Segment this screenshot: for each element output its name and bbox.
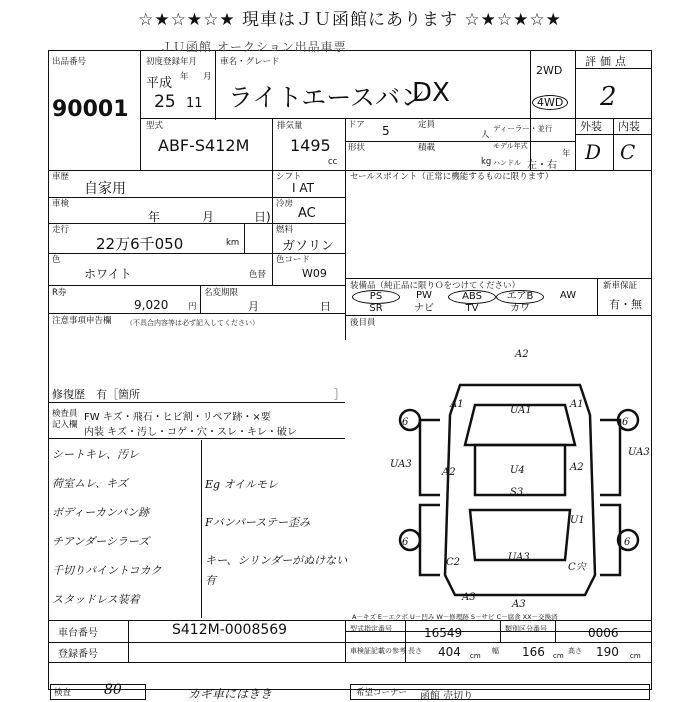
inspection-day-unit: 日) bbox=[254, 210, 271, 224]
fuel-value: ガソリン bbox=[282, 239, 335, 254]
fuel-label: 燃料 bbox=[276, 225, 294, 235]
remarks-note: （不具合内容等は必ず記入してください） bbox=[126, 319, 259, 327]
height-label: 高さ bbox=[568, 647, 582, 655]
height-unit: cm bbox=[630, 652, 641, 660]
vehicle-damage-diagram bbox=[380, 345, 650, 610]
first-reg-era: 平成 bbox=[146, 76, 173, 91]
width-unit: cm bbox=[553, 652, 564, 660]
damage-note-right: キー、シリンダーがぬけない bbox=[205, 554, 348, 567]
dealer-label: ディーラー・並行 bbox=[493, 124, 553, 133]
mileage-unit: km bbox=[226, 238, 240, 248]
damage-mark: UA3 bbox=[508, 552, 530, 563]
damage-mark: 6 bbox=[622, 417, 629, 428]
diagram-legend: A－キズ E－エクボ U－凹み W－修理跡 S－サビ C－腐食 XX－交換済 bbox=[352, 613, 558, 621]
rating-label: 評価点 bbox=[585, 55, 630, 68]
damage-mark: A2 bbox=[570, 462, 584, 473]
damage-mark: C2 bbox=[446, 557, 461, 568]
color-label: 色 bbox=[52, 255, 61, 265]
damage-mark: C宍 bbox=[568, 562, 586, 573]
interior-value: C bbox=[620, 140, 636, 164]
drive-2wd: 2WD bbox=[536, 64, 563, 77]
class-number-value: 0006 bbox=[588, 626, 619, 640]
damage-notes-right bbox=[205, 478, 347, 612]
model-label: 型式 bbox=[146, 121, 164, 131]
damage-note-right: 有 bbox=[205, 574, 216, 587]
length-label: 長さ bbox=[408, 647, 422, 655]
interior-label: 内装 bbox=[618, 120, 640, 133]
displacement-value: 1495 bbox=[290, 136, 331, 155]
first-reg-label: 初度登録年月 bbox=[146, 57, 198, 67]
remarks-label: 注意事項申告欄 bbox=[52, 316, 112, 326]
equipment-item: TV bbox=[465, 303, 479, 314]
reg-number-label: 登録番号 bbox=[58, 649, 98, 660]
type-designation-value: 16549 bbox=[424, 626, 463, 640]
mileage-value: 22万6千050 bbox=[96, 235, 184, 253]
damage-note: ボディーカンバン跡 bbox=[52, 506, 150, 519]
aircon-value: AC bbox=[298, 206, 316, 221]
kensa-value: 80 bbox=[104, 682, 122, 698]
first-reg-month: 11 bbox=[186, 96, 203, 111]
damage-note: 千切りパイントコカク bbox=[52, 564, 162, 577]
width-label: 幅 bbox=[492, 647, 499, 655]
damage-note: チアンダーシラーズ bbox=[52, 535, 150, 548]
repair-value: 有［箇所 bbox=[96, 388, 140, 401]
history-label: 車歴 bbox=[52, 172, 70, 182]
new-car-warranty-value: 有・無 bbox=[609, 298, 642, 311]
chassis-value: S412M-0008569 bbox=[172, 622, 288, 638]
damage-mark: UA3 bbox=[390, 459, 412, 470]
inspector-label: 検査員記入欄 bbox=[52, 409, 78, 430]
handle-label: ハンドル bbox=[493, 159, 521, 167]
damage-notes bbox=[52, 448, 162, 622]
equipment-item: AW bbox=[559, 290, 577, 301]
color-code-value: W09 bbox=[302, 267, 327, 280]
sheet-subheader: ＪＵ函館 オークション出品車票 bbox=[160, 40, 347, 54]
length-unit: cm bbox=[470, 652, 481, 660]
recycle-value: 9,020 bbox=[134, 298, 169, 312]
height-value: 190 bbox=[596, 645, 619, 659]
repair-close: ］ bbox=[334, 388, 345, 401]
doors-label: ドア bbox=[348, 120, 365, 130]
damage-note-right: Eg オイルモレ bbox=[205, 478, 279, 491]
kensa-label: 検査 bbox=[54, 688, 72, 698]
class-number-label: 類別区分番号 bbox=[505, 625, 547, 633]
recycle-unit: 円 bbox=[188, 302, 197, 312]
equipment-item: ナビ bbox=[414, 303, 434, 314]
first-reg-year: 25 bbox=[154, 92, 176, 112]
equipment-item: エアB bbox=[496, 290, 544, 304]
width-value: 166 bbox=[522, 645, 545, 659]
damage-mark: A2 bbox=[515, 349, 529, 360]
seller-corner-value: 函館 売切り bbox=[420, 691, 474, 702]
sales-point-label: セールスポイント（正常に機能するものに限ります） bbox=[350, 172, 554, 182]
equipment-item: PS bbox=[352, 290, 400, 304]
damage-mark: 6 bbox=[624, 537, 631, 548]
history-value: 自家用 bbox=[84, 181, 126, 197]
inspector-row-1: FW キズ・飛石・ヒビ割・リペア跡・×要 bbox=[84, 412, 271, 423]
damage-mark: UA1 bbox=[510, 405, 532, 416]
inspection-year-unit: 年 bbox=[148, 210, 161, 224]
displacement-label: 排気量 bbox=[277, 121, 303, 131]
damage-mark: U4 bbox=[510, 465, 525, 476]
lot-number: 90001 bbox=[52, 97, 129, 122]
inspector-row-2: 内装 キズ・汚し・コゲ・穴・スレ・キレ・破レ bbox=[84, 427, 297, 438]
first-reg-month-unit: 月 bbox=[203, 72, 212, 82]
body-shape-label: 形状 bbox=[348, 143, 366, 153]
damage-mark: 6 bbox=[402, 417, 409, 428]
rating-value: 2 bbox=[600, 82, 617, 112]
type-designation-label: 型式指定番号 bbox=[350, 625, 392, 633]
transfer-day: 日 bbox=[320, 300, 331, 313]
footer-note: カギ車にはきき bbox=[188, 687, 273, 701]
seller-corner-label: 希望コーナー bbox=[356, 688, 408, 698]
load-label: 積載 bbox=[418, 143, 436, 153]
damage-mark: A1 bbox=[570, 399, 584, 410]
doors-value: 5 bbox=[382, 124, 390, 138]
recycle-label: R券 bbox=[52, 288, 67, 298]
first-reg-year-unit: 年 bbox=[180, 72, 189, 82]
rear-seat-label: 後目員 bbox=[350, 318, 376, 328]
capacity-label: 定員 bbox=[418, 120, 436, 130]
damage-mark: A3 bbox=[512, 599, 526, 610]
inspection-month-unit: 月 bbox=[202, 210, 215, 224]
repair-label: 修復歴 bbox=[52, 388, 85, 401]
equipment-item: PW bbox=[416, 290, 432, 301]
lot-label: 出品番号 bbox=[52, 57, 87, 67]
model-year-unit: 年 bbox=[562, 149, 571, 159]
new-car-warranty-label: 新車保証 bbox=[603, 281, 638, 291]
color-swap-label: 色替 bbox=[249, 270, 267, 280]
damage-note-right: Fバンパーステー歪み bbox=[205, 516, 311, 529]
car-name-label: 車名・グレード bbox=[220, 57, 280, 67]
damage-mark: S3 bbox=[510, 487, 524, 498]
drive-4wd: 4WD bbox=[532, 95, 568, 110]
load-unit: kg bbox=[481, 157, 492, 167]
damage-mark: UA3 bbox=[628, 447, 650, 458]
mileage-label: 走行 bbox=[52, 225, 70, 235]
damage-mark: A2 bbox=[442, 467, 456, 478]
damage-mark: U1 bbox=[570, 515, 585, 526]
equipment-item: カワ bbox=[510, 303, 530, 314]
damage-note: 荷室ムレ、キズ bbox=[52, 477, 128, 490]
car-grade: DX bbox=[412, 78, 450, 108]
damage-note: シートキレ、汚レ bbox=[52, 448, 140, 461]
exterior-label: 外装 bbox=[580, 120, 602, 133]
damage-mark: A1 bbox=[450, 399, 464, 410]
damage-mark: A3 bbox=[462, 592, 476, 603]
dimensions-label: 車検証記載の参考 bbox=[350, 647, 406, 655]
shift-label: シフト bbox=[276, 172, 302, 182]
car-name: ライトエースバン bbox=[228, 83, 426, 112]
equipment-item: SR bbox=[369, 303, 383, 314]
equipment-row-2 bbox=[352, 303, 592, 315]
model-year-label: モデル年式 bbox=[493, 142, 528, 150]
chassis-label: 車台番号 bbox=[58, 628, 98, 639]
transfer-month: 月 bbox=[248, 300, 259, 313]
equipment-item: ABS bbox=[448, 290, 496, 304]
handle-value: 左・右 bbox=[527, 160, 557, 171]
length-value: 404 bbox=[438, 645, 461, 659]
color-value: ホワイト bbox=[84, 267, 132, 281]
auction-banner: ☆★☆★☆★ 現車はＪＵ函館にあります ☆★☆★☆★ bbox=[138, 10, 562, 30]
shift-value: I AT bbox=[292, 181, 314, 195]
displacement-unit: cc bbox=[328, 157, 338, 167]
model-value: ABF-S412M bbox=[158, 136, 250, 155]
transfer-label: 名変期限 bbox=[204, 288, 239, 298]
equipment-label: 装備品（純正品に限りＯをつけてください） bbox=[350, 281, 521, 291]
damage-note: スタッドレス装着 bbox=[52, 593, 140, 606]
damage-mark: 6 bbox=[402, 537, 409, 548]
aircon-label: 冷房 bbox=[276, 199, 294, 209]
capacity-unit: 人 bbox=[481, 130, 490, 140]
color-code-label: 色コード bbox=[276, 255, 311, 265]
exterior-value: D bbox=[585, 140, 602, 164]
equipment-row-1 bbox=[352, 290, 592, 304]
inspection-label: 車検 bbox=[52, 199, 70, 209]
